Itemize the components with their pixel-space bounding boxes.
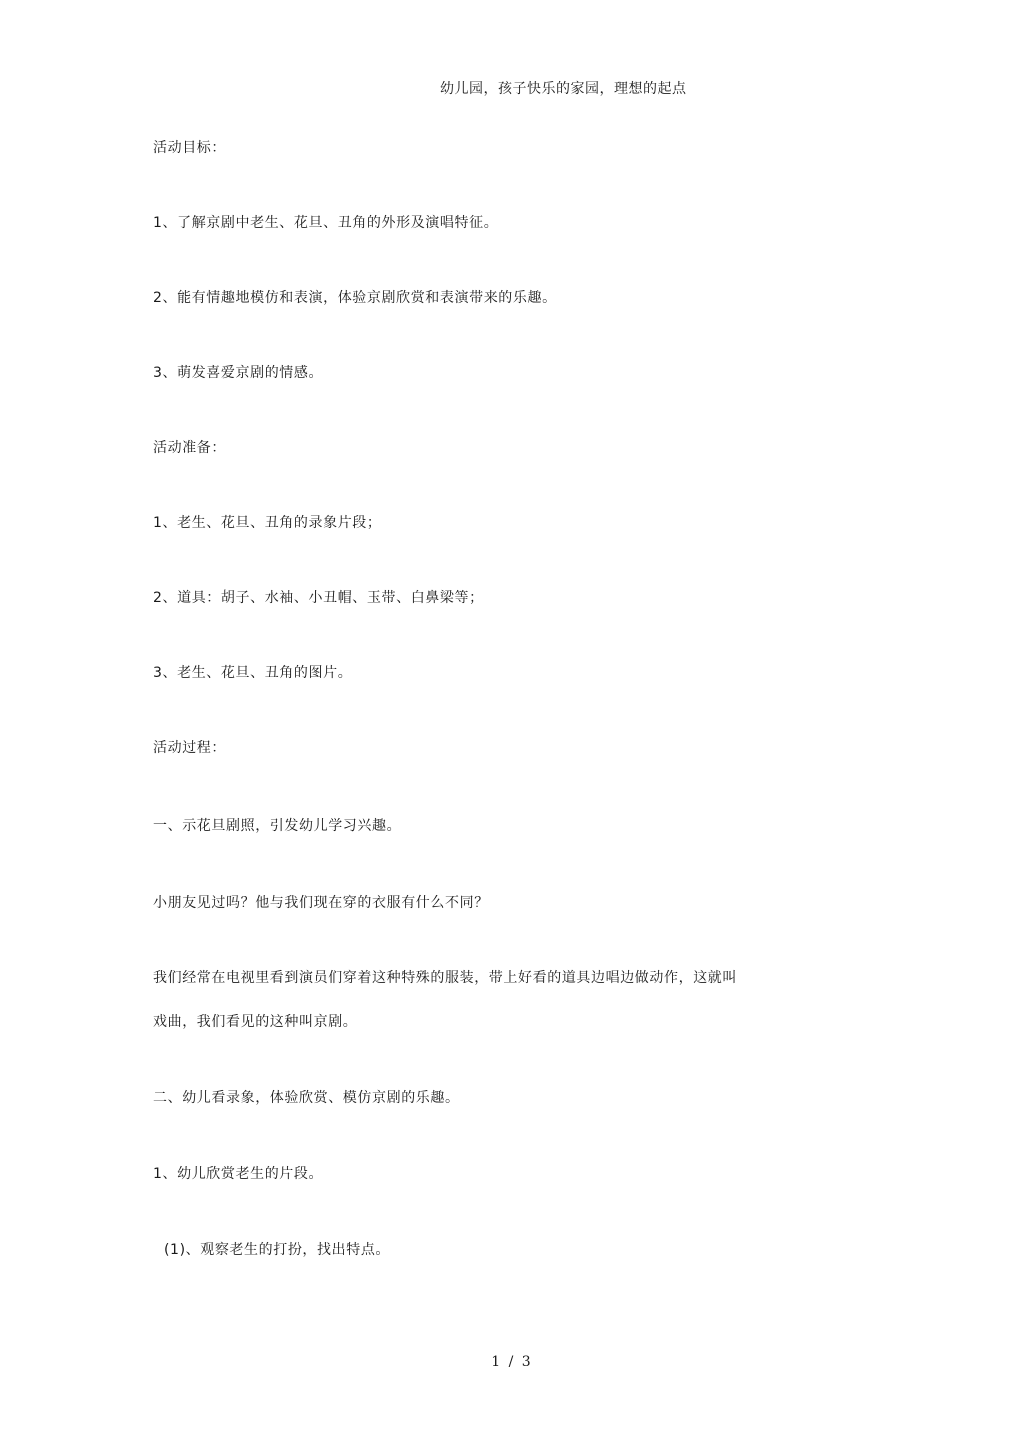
- paragraph-line: 2、道具：胡子、水袖、小丑帽、玉带、白鼻梁等；: [153, 590, 484, 606]
- paragraph-line: 我们经常在电视里看到演员们穿着这种特殊的服装，带上好看的道具边唱边做动作，这就叫: [153, 970, 737, 986]
- paragraph-line: 戏曲，我们看见的这种叫京剧。: [153, 1014, 358, 1030]
- paragraph-line: 1、了解京剧中老生、花旦、丑角的外形及演唱特征。: [153, 215, 499, 231]
- paragraph-line: 二、幼儿看录象，体验欣赏、模仿京剧的乐趣。: [153, 1090, 460, 1106]
- section-heading-process: 活动过程：: [153, 740, 226, 756]
- paragraph-line: 一、示花旦剧照，引发幼儿学习兴趣。: [153, 818, 402, 834]
- paragraph-line: 2、能有情趣地模仿和表演，体验京剧欣赏和表演带来的乐趣。: [153, 290, 557, 306]
- paragraph-line: 3、老生、花旦、丑角的图片。: [153, 665, 353, 681]
- page-header: 幼儿园，孩子快乐的家园，理想的起点: [440, 81, 687, 97]
- section-heading-goals: 活动目标：: [153, 140, 226, 156]
- section-heading-preparation: 活动准备：: [153, 440, 226, 456]
- page-number: 1 / 3: [491, 1354, 533, 1370]
- paragraph-line: (1)、观察老生的打扮，找出特点。: [164, 1242, 391, 1258]
- paragraph-line: 1、老生、花旦、丑角的录象片段；: [153, 515, 382, 531]
- paragraph-line: 小朋友见过吗？他与我们现在穿的衣服有什么不同？: [153, 895, 489, 911]
- paragraph-line: 1、幼儿欣赏老生的片段。: [153, 1166, 324, 1182]
- paragraph-line: 3、萌发喜爱京剧的情感。: [153, 365, 324, 381]
